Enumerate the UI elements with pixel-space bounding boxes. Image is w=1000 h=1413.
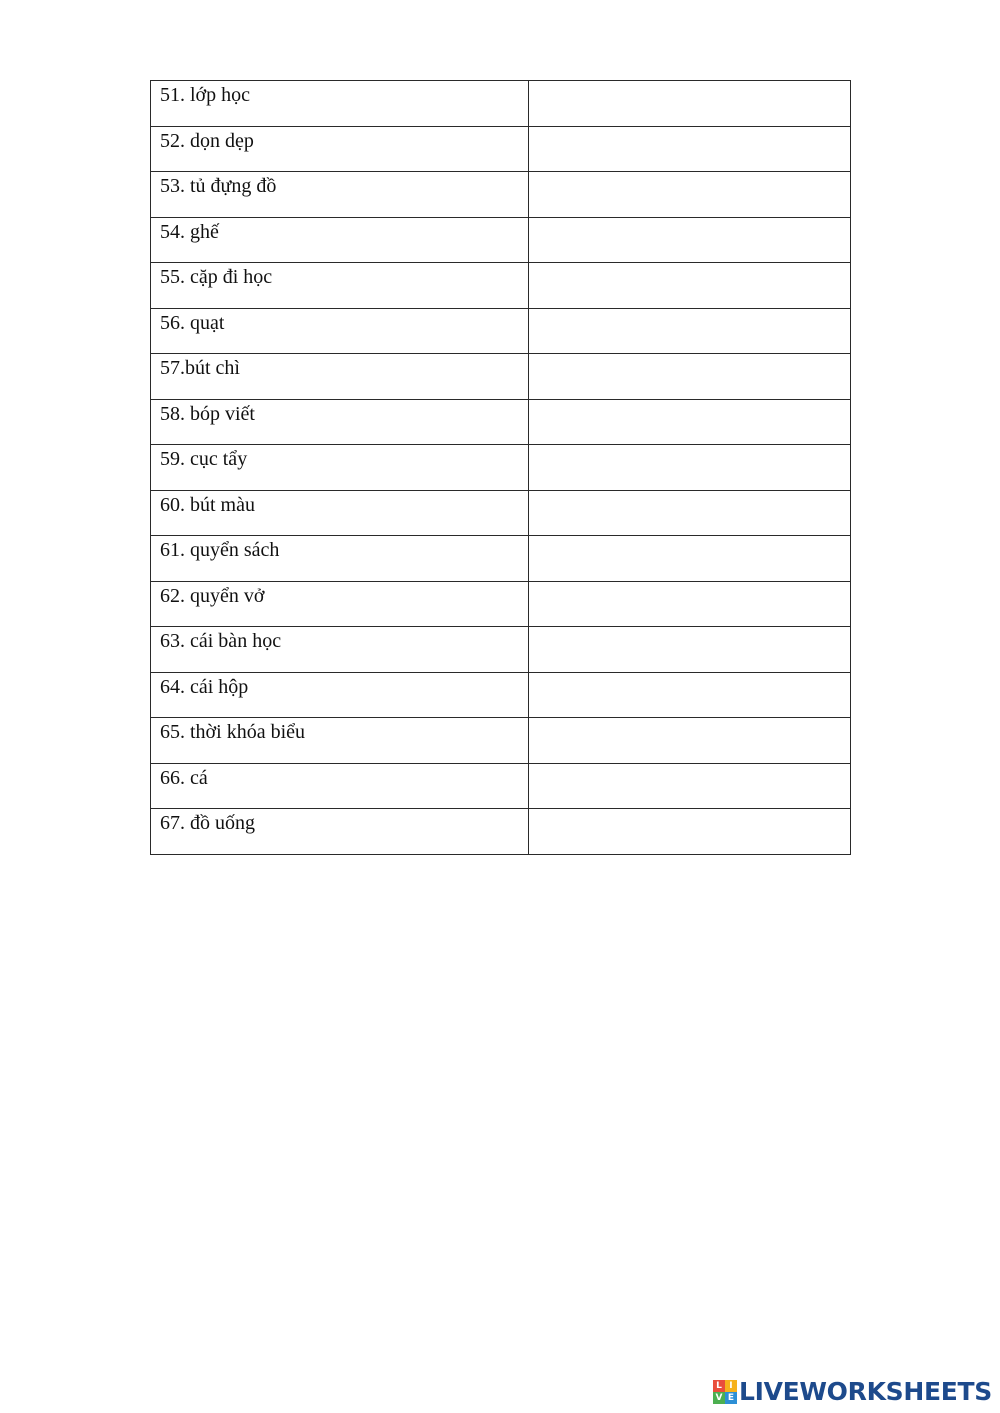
answer-cell[interactable] (529, 81, 851, 127)
answer-cell[interactable] (529, 581, 851, 627)
answer-input[interactable] (529, 582, 850, 627)
answer-input[interactable] (529, 673, 850, 718)
table-row (151, 763, 851, 809)
answer-cell[interactable] (529, 399, 851, 445)
answer-cell[interactable] (529, 536, 851, 582)
answer-cell[interactable] (529, 263, 851, 309)
vocab-word: 56. quạt (160, 311, 225, 334)
vocab-word-cell (151, 308, 529, 354)
answer-cell[interactable] (529, 627, 851, 673)
answer-input[interactable] (529, 309, 850, 354)
answer-input[interactable] (529, 809, 850, 854)
logo-mark-square: I (725, 1380, 737, 1392)
vocab-word-cell (151, 263, 529, 309)
table-row (151, 445, 851, 491)
logo-mark-square: E (725, 1392, 737, 1404)
answer-input[interactable] (529, 263, 850, 308)
answer-cell[interactable] (529, 126, 851, 172)
answer-cell[interactable] (529, 172, 851, 218)
answer-input[interactable] (529, 81, 850, 126)
answer-cell[interactable] (529, 809, 851, 855)
answer-cell[interactable] (529, 354, 851, 400)
vocab-word-cell (151, 81, 529, 127)
table-row (151, 263, 851, 309)
vocab-word: 59. cục tẩy (160, 448, 248, 470)
vocab-word-cell (151, 809, 529, 855)
answer-input[interactable] (529, 536, 850, 581)
vocab-word-cell (151, 172, 529, 218)
answer-cell[interactable] (529, 763, 851, 809)
table-row (151, 490, 851, 536)
vocab-word: 64. cái hộp (160, 675, 249, 698)
vocab-word: 55. cặp đi học (160, 266, 273, 288)
answer-cell[interactable] (529, 445, 851, 491)
answer-input[interactable] (529, 491, 850, 536)
table-row (151, 809, 851, 855)
vocab-word: 63. cái bàn học (160, 630, 282, 652)
vocab-word: 53. tủ đựng đồ (160, 175, 277, 197)
answer-cell[interactable] (529, 217, 851, 263)
table-row (151, 718, 851, 764)
table-row (151, 627, 851, 673)
vocab-word: 57.bút chì (160, 357, 240, 379)
vocab-word-cell (151, 581, 529, 627)
answer-input[interactable] (529, 172, 850, 217)
answer-input[interactable] (529, 627, 850, 672)
table-row (151, 81, 851, 127)
vocab-word-cell (151, 672, 529, 718)
logo-text: LIVEWORKSHEETS (738, 1377, 992, 1406)
answer-cell[interactable] (529, 308, 851, 354)
answer-input[interactable] (529, 764, 850, 809)
answer-cell[interactable] (529, 490, 851, 536)
vocab-word: 66. cá (160, 766, 208, 789)
answer-input[interactable] (529, 218, 850, 263)
vocab-word-cell (151, 536, 529, 582)
answer-input[interactable] (529, 445, 850, 490)
table-row (151, 172, 851, 218)
vocab-word: 62. quyển vở (160, 584, 265, 607)
vocab-word: 54. ghế (160, 220, 219, 243)
vocab-word-cell (151, 627, 529, 673)
vocab-word: 58. bóp viết (160, 402, 255, 425)
answer-input[interactable] (529, 354, 850, 399)
vocab-word: 52. dọn dẹp (160, 129, 254, 152)
liveworksheets-logo (713, 1379, 992, 1405)
vocab-word-cell (151, 490, 529, 536)
answer-input[interactable] (529, 718, 850, 763)
vocab-word-cell (151, 354, 529, 400)
vocab-word: 67. đồ uống (160, 812, 255, 834)
table-row (151, 126, 851, 172)
logo-mark-square: L (713, 1380, 725, 1392)
logo-mark-square: V (713, 1392, 725, 1404)
vocab-word-cell (151, 763, 529, 809)
answer-cell[interactable] (529, 718, 851, 764)
table-row (151, 308, 851, 354)
table-row (151, 672, 851, 718)
vocab-word: 60. bút màu (160, 493, 255, 516)
table-row (151, 354, 851, 400)
table-row (151, 217, 851, 263)
vocab-word: 65. thời khóa biểu (160, 721, 305, 743)
answer-input[interactable] (529, 127, 850, 172)
vocab-word-cell (151, 718, 529, 764)
vocabulary-table-body (151, 81, 851, 855)
vocabulary-table (150, 80, 851, 855)
vocab-word-cell (151, 126, 529, 172)
vocab-word-cell (151, 445, 529, 491)
vocab-word: 61. quyển sách (160, 539, 280, 561)
vocab-word: 51. lớp học (160, 84, 251, 106)
answer-input[interactable] (529, 400, 850, 445)
vocab-word-cell (151, 217, 529, 263)
table-row (151, 536, 851, 582)
table-row (151, 399, 851, 445)
answer-cell[interactable] (529, 672, 851, 718)
vocab-word-cell (151, 399, 529, 445)
liveworksheets-logo-icon (713, 1380, 737, 1404)
table-row (151, 581, 851, 627)
